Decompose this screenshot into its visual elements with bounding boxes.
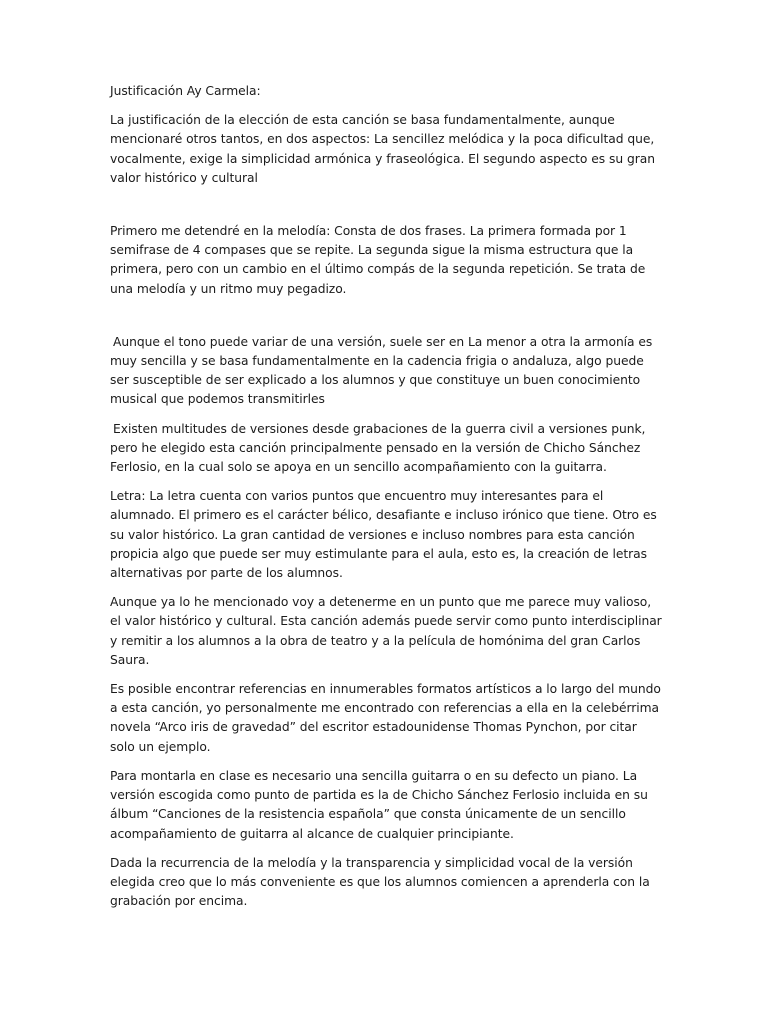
paragraph-classroom: Para montarla en clase es necesario una sencilla guitarra o en su defecto un piano. La versión escogida como punto de partida es la de Chicho Sánchez Ferlosio incluida en su álbum “Canciones de la resistencia española” que consta únicamente de un sencillo acompañamiento de guitarra al alcance de cualquier principiante. <box>110 768 648 841</box>
paragraph-melody: Primero me detendré en la melodía: Consta de dos frases. La primera formada por 1 semifrase de 4 compases que se repite. La segunda sigue la misma estructura que la primera, pero con un cambio en el último compás de la segunda repetición. Se trata de una melodía y un ritmo muy pegadizo. <box>110 224 646 296</box>
paragraph-references: Es posible encontrar referencias en innumerables formatos artísticos a lo largo del mundo a esta canción, yo personalmente me encontrado con referencias a ella en la celebérrima novela “Arco iris de gravedad” del escritor estadounidense Thomas Pynchon, por citar solo un ejemplo. <box>110 682 661 754</box>
document-title: Justificación Ay Carmela: <box>110 84 261 98</box>
paragraph-intro: La justificación de la elección de esta canción se basa fundamentalmente, aunque mencionaré otros tantos, en dos aspectos: La sencillez melódica y la poca dificultad que, vocalmente, exige la simplicidad armónica y fraseológica. El segundo aspecto es su gran valor histórico y cultural <box>110 113 655 185</box>
paragraph-conclusion: Dada la recurrencia de la melodía y la transparencia y simplicidad vocal de la versión elegida creo que lo más conveniente es que los alumnos comiencen a aprenderla con la grabación por encima. <box>110 855 650 909</box>
paragraph-historical-value: Aunque ya lo he mencionado voy a detenerme en un punto que me parece muy valioso, el valor histórico y cultural. Esta canción además puede servir como punto interdisciplinar y remitir a los alumnos a la obra de teatro y a la película de homónima del gran Carlos Saura. <box>110 595 662 667</box>
paragraph-versions: Existen multitudes de versiones desde grabaciones de la guerra civil a versiones punk, pero he elegido esta canción principalmente pensado en la versión de Chicho Sánchez Ferlosio, en la cual solo se apoya en un sencillo acompañamiento con la guitarra. <box>110 421 646 475</box>
document-body <box>110 82 665 921</box>
paragraph-harmony: Aunque el tono puede variar de una versión, suele ser en La menor a otra la armonía es muy sencilla y se basa fundamentalmente en la cadencia frigia o andaluza, algo puede ser susceptible de ser explicado a los alumnos y que constituye un buen conocimiento musical que podemos transmitirles <box>110 334 653 407</box>
paragraph-lyrics: Letra: La letra cuenta con varios puntos que encuentro muy interesantes para el alumnado. El primero es el carácter bélico, desafiante e incluso irónico que tiene. Otro es su valor histórico. La gran cantidad de versiones e incluso nombres para esta canción propicia algo que puede ser muy estimulante para el aula, esto es, la creación de letras alternativas por parte de los alumnos. <box>110 489 657 581</box>
